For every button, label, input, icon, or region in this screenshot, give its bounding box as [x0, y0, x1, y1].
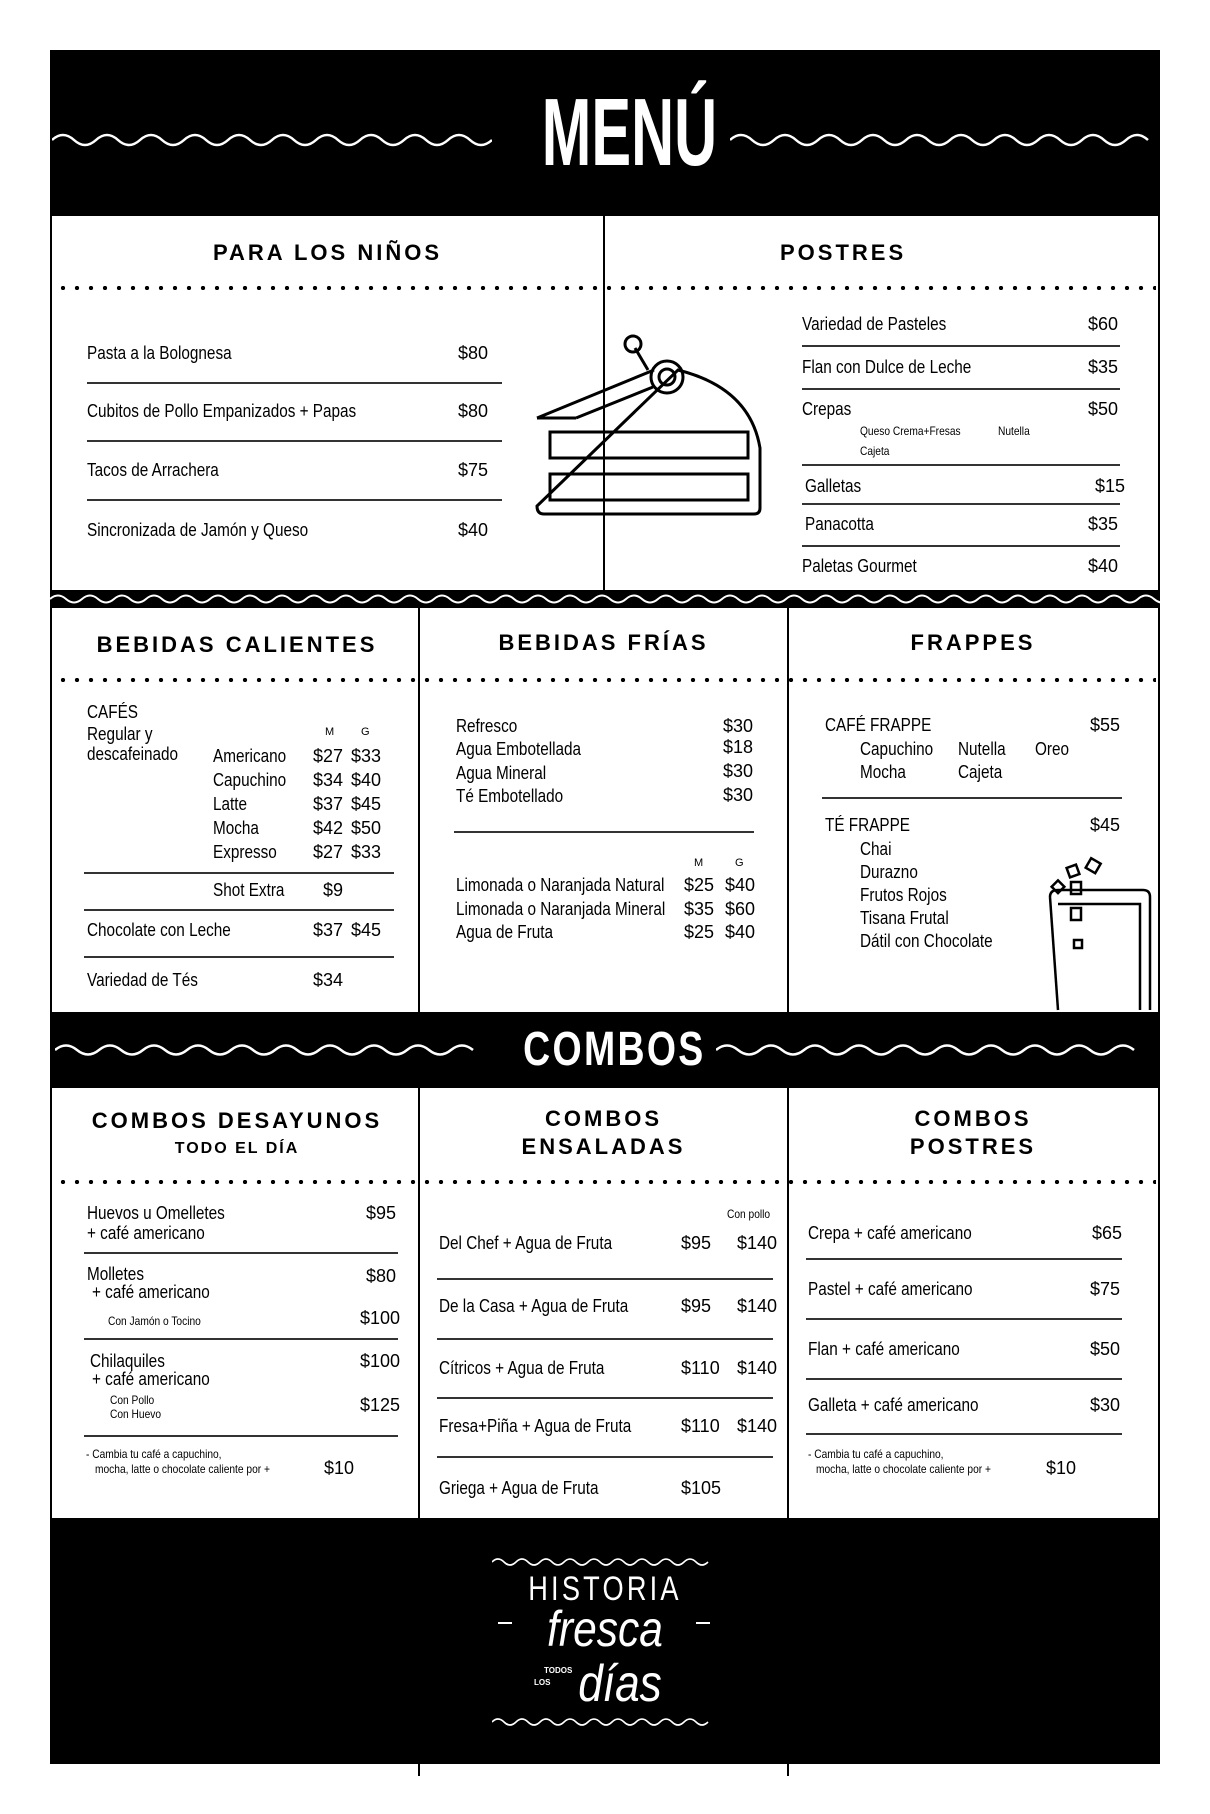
row3-dots — [56, 1180, 1156, 1184]
divider — [84, 872, 394, 874]
logo-dias: días — [578, 1655, 662, 1713]
brand-logo — [490, 1556, 720, 1736]
list-item: Paletas Gourmet — [802, 556, 917, 576]
coffee-price-m: $37 — [313, 794, 344, 814]
frias-item: Limonada o Naranjada Natural — [456, 875, 665, 895]
list-item: Tacos de Arrachera — [87, 460, 219, 480]
header-wave-right — [730, 128, 1160, 152]
size-m-label: M — [325, 726, 335, 738]
combo-option: Con Jamón o Tocino — [108, 1314, 201, 1328]
combo-price: $75 — [1090, 1279, 1121, 1299]
frias-price: $30 — [723, 785, 754, 805]
combo-item-sub: + café americano — [87, 1223, 205, 1243]
combo-price: $100 — [360, 1351, 401, 1371]
coffee-price-m: $34 — [313, 770, 344, 790]
divider — [87, 382, 502, 384]
divider — [802, 464, 1120, 466]
divider — [84, 1338, 398, 1340]
combo-price: $110 — [681, 1416, 720, 1436]
chocolate-item: Chocolate con Leche — [87, 920, 231, 940]
postres-title: POSTRES — [780, 240, 907, 265]
frappe-flavor: Capuchino — [860, 739, 934, 759]
coffee-item: Mocha — [213, 818, 259, 838]
coffee-price-g: $45 — [351, 794, 382, 814]
footer-tick — [418, 1764, 420, 1776]
frappe-flavor: Durazno — [860, 862, 918, 882]
combo-price: $100 — [360, 1308, 401, 1328]
frias-item: Agua Embotellada — [456, 739, 582, 759]
divider — [87, 499, 502, 501]
combo-note: mocha, latte o chocolate caliente por + — [816, 1462, 991, 1476]
ensaladas-title-1: COMBOS — [545, 1106, 662, 1131]
divider — [87, 440, 502, 442]
logo-historia: HISTORIA — [528, 1570, 682, 1608]
crepas-option: Nutella — [998, 424, 1030, 438]
combo-item: Flan + café americano — [808, 1339, 960, 1359]
cafes-label: CAFÉS — [87, 702, 139, 722]
combo-price: $80 — [366, 1266, 397, 1286]
item-price: $35 — [1088, 514, 1119, 534]
row2-divider-2 — [787, 608, 789, 1012]
coffee-item: Capuchino — [213, 770, 287, 790]
item-price: $60 — [1088, 314, 1119, 334]
list-item: Cubitos de Pollo Empanizados + Papas — [87, 401, 357, 421]
list-item: Panacotta — [805, 514, 874, 534]
combo-price: $95 — [681, 1233, 712, 1253]
divider — [802, 388, 1120, 390]
logo-spark-left — [498, 1622, 512, 1624]
logo-todos: TODOS — [544, 1666, 573, 1675]
size-g-label: G — [735, 857, 744, 869]
combo-price: $50 — [1090, 1339, 1121, 1359]
coffee-price-g: $40 — [351, 770, 382, 790]
frappe-price: $55 — [1090, 715, 1121, 735]
frias-price-m: $25 — [684, 875, 715, 895]
frappe-flavor: Oreo — [1035, 739, 1070, 759]
item-price: $40 — [1088, 556, 1119, 576]
combo-price: $95 — [681, 1296, 712, 1316]
desayunos-subtitle: TODO EL DÍA — [174, 1140, 300, 1157]
combo-item: Pastel + café americano — [808, 1279, 973, 1299]
frias-price-g: $60 — [725, 899, 756, 919]
row2-dots — [56, 678, 1156, 682]
list-item: Variedad de Pasteles — [802, 314, 947, 334]
combo-price-pollo: $140 — [737, 1296, 778, 1316]
frappe-flavor: Mocha — [860, 762, 906, 782]
cake-slice-icon — [528, 328, 768, 538]
divider — [84, 956, 394, 958]
combo-item-sub: + café americano — [92, 1282, 210, 1302]
frias-price-g: $40 — [725, 875, 756, 895]
item-price: $50 — [1088, 399, 1119, 419]
calientes-title: BEBIDAS CALIENTES — [96, 632, 378, 657]
divider — [437, 1397, 773, 1399]
coffee-item: Latte — [213, 794, 248, 814]
combo-price-pollo: $140 — [737, 1358, 778, 1378]
coffee-price-m: $27 — [313, 842, 344, 862]
combo-item: Chilaquiles — [90, 1351, 165, 1371]
row1-dots — [56, 286, 1156, 290]
logo-fresca: fresca — [547, 1601, 663, 1657]
combo-item: Fresa+Piña + Agua de Fruta — [439, 1416, 632, 1436]
combo-price: $125 — [360, 1395, 401, 1415]
divider — [84, 909, 394, 911]
combo-price: $110 — [681, 1358, 720, 1378]
combo-item: Del Chef + Agua de Fruta — [439, 1233, 613, 1253]
divider — [454, 831, 754, 833]
divider — [437, 1278, 773, 1280]
logo-spark-right — [696, 1622, 710, 1624]
frias-price-m: $25 — [684, 922, 715, 942]
combo-note: mocha, latte o chocolate caliente por + — [95, 1462, 270, 1476]
combo-option: Con Huevo — [110, 1407, 162, 1421]
coffee-price-g: $33 — [351, 842, 382, 862]
frappe-name: CAFÉ FRAPPE — [825, 715, 932, 735]
combo-price: $95 — [366, 1203, 397, 1223]
coffee-price-m: $27 — [313, 746, 344, 766]
frias-item: Agua Mineral — [456, 763, 547, 783]
regular-label: Regular y — [87, 724, 153, 744]
divider — [806, 1433, 1122, 1435]
divider — [806, 1378, 1122, 1380]
frappes-title: FRAPPES — [910, 630, 1036, 655]
combo-price: $65 — [1092, 1223, 1123, 1243]
coffee-price-g: $50 — [351, 818, 382, 838]
combo-note-price: $10 — [1046, 1458, 1077, 1478]
combo-price-pollo: $140 — [737, 1416, 778, 1436]
frappe-price: $45 — [1090, 815, 1121, 835]
combo-note-price: $10 — [324, 1458, 355, 1478]
row2-divider-1 — [418, 608, 420, 1012]
combos-wave-left — [55, 1038, 495, 1062]
frias-price: $18 — [723, 737, 754, 757]
divider — [84, 1252, 398, 1254]
size-g-label: G — [361, 726, 370, 738]
frias-price-g: $40 — [725, 922, 756, 942]
chocolate-price-g: $45 — [351, 920, 382, 940]
frias-item: Agua de Fruta — [456, 922, 553, 942]
combo-item: Huevos u Omelletes — [87, 1203, 225, 1223]
combo-item: Crepa + café americano — [808, 1223, 972, 1243]
combo-note: - Cambia tu café a capuchino, — [86, 1447, 222, 1461]
combo-price: $105 — [681, 1478, 722, 1498]
divider — [437, 1338, 773, 1340]
divider — [802, 503, 1120, 505]
list-item: Sincronizada de Jamón y Queso — [87, 520, 309, 540]
frias-price: $30 — [723, 761, 754, 781]
con-pollo-label: Con pollo — [727, 1207, 771, 1221]
frias-item: Té Embotellado — [456, 786, 564, 806]
header-wave-left — [52, 128, 492, 152]
combo-item: Griega + Agua de Fruta — [439, 1478, 599, 1498]
descaf-label: descafeinado — [87, 744, 179, 764]
combo-item: De la Casa + Agua de Fruta — [439, 1296, 629, 1316]
chocolate-price-m: $37 — [313, 920, 344, 940]
item-price: $80 — [458, 343, 489, 363]
frappe-flavor: Dátil con Chocolate — [860, 931, 993, 951]
frappe-flavor: Nutella — [958, 739, 1006, 759]
frappe-flavor: Chai — [860, 839, 892, 859]
coffee-item: Americano — [213, 746, 287, 766]
coffee-price-g: $33 — [351, 746, 382, 766]
logo-wave-top — [492, 1556, 718, 1568]
frappe-flavor: Tisana Frutal — [860, 908, 949, 928]
combos-wave-right — [716, 1038, 1156, 1062]
desayunos-title: COMBOS DESAYUNOS — [91, 1108, 383, 1133]
frias-price-m: $35 — [684, 899, 715, 919]
frias-item: Refresco — [456, 716, 518, 736]
combo-item: Cítricos + Agua de Fruta — [439, 1358, 605, 1378]
combo-item: Molletes — [87, 1264, 144, 1284]
divider — [806, 1318, 1122, 1320]
logo-los: LOS — [534, 1678, 551, 1687]
item-price: $75 — [458, 460, 489, 480]
crepas-option: Cajeta — [860, 444, 890, 458]
tes-item: Variedad de Tés — [87, 970, 198, 990]
coffee-item: Expresso — [213, 842, 277, 862]
list-item: Crepas — [802, 399, 852, 419]
coffee-price-m: $42 — [313, 818, 344, 838]
combo-postres-title-1: COMBOS — [914, 1106, 1032, 1131]
divider — [822, 797, 1122, 799]
combo-item: Galleta + café americano — [808, 1395, 979, 1415]
shot-item: Shot Extra — [213, 880, 285, 900]
frias-item: Limonada o Naranjada Mineral — [456, 899, 666, 919]
logo-wave-bottom — [492, 1716, 718, 1728]
combo-note: - Cambia tu café a capuchino, — [808, 1447, 944, 1461]
frappe-flavor: Cajeta — [958, 762, 1003, 782]
menu-title: MENÚ — [541, 79, 718, 186]
combo-price: $30 — [1090, 1395, 1121, 1415]
shot-price: $9 — [323, 880, 344, 900]
crepas-option: Queso Crema+Fresas — [860, 424, 961, 438]
combo-price-pollo: $140 — [737, 1233, 778, 1253]
combo-option: Con Pollo — [110, 1393, 155, 1407]
divider — [84, 1435, 398, 1437]
footer-tick — [787, 1764, 789, 1776]
item-price: $80 — [458, 401, 489, 421]
combo-item-sub: + café americano — [92, 1369, 210, 1389]
divider — [802, 545, 1120, 547]
divider — [802, 345, 1120, 347]
frias-title: BEBIDAS FRÍAS — [498, 630, 709, 655]
list-item: Pasta a la Bolognesa — [87, 343, 232, 363]
frappe-name: TÉ FRAPPE — [825, 815, 911, 835]
frias-price: $30 — [723, 716, 754, 736]
tes-price: $34 — [313, 970, 344, 990]
iced-drink-icon — [1028, 852, 1158, 1012]
size-m-label: M — [694, 857, 704, 869]
item-price: $35 — [1088, 357, 1119, 377]
list-item: Flan con Dulce de Leche — [802, 357, 972, 377]
list-item: Galletas — [805, 476, 862, 496]
item-price: $15 — [1095, 476, 1126, 496]
row-separator-wave — [50, 591, 1160, 607]
combos-title: COMBOS — [523, 1023, 706, 1076]
divider — [806, 1258, 1122, 1260]
ensaladas-title-2: ENSALADAS — [521, 1134, 686, 1159]
ninos-title: PARA LOS NIÑOS — [212, 240, 442, 265]
item-price: $40 — [458, 520, 489, 540]
frappe-flavor: Frutos Rojos — [860, 885, 947, 905]
combo-postres-title-2: POSTRES — [909, 1134, 1037, 1159]
divider — [437, 1456, 773, 1458]
